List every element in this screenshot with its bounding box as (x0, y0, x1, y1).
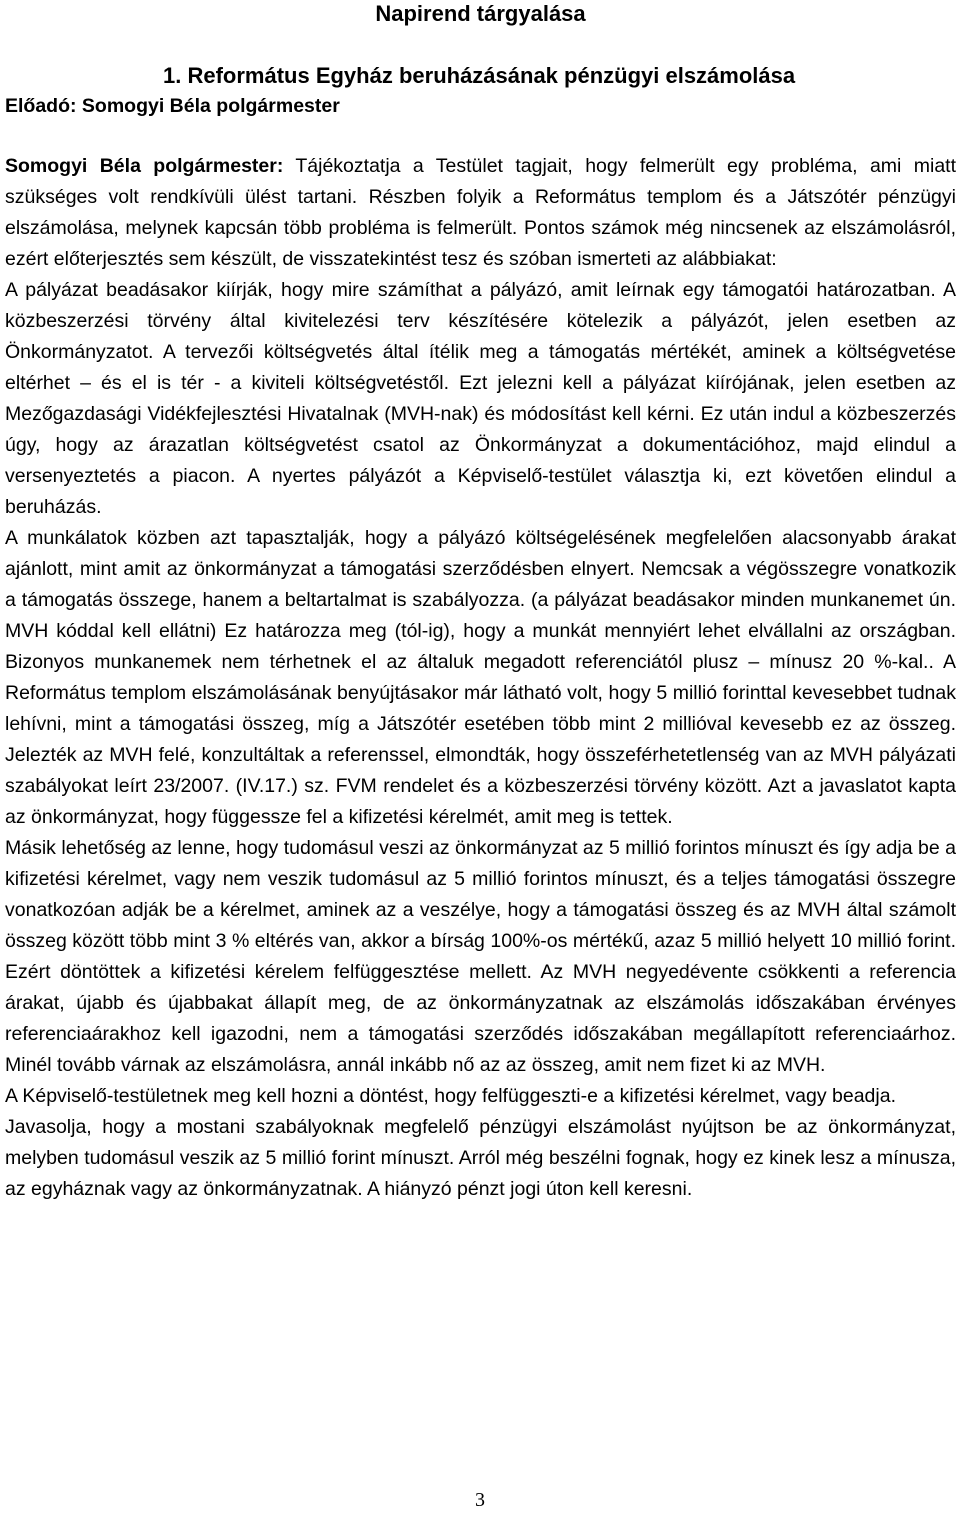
minutes-body (5, 151, 956, 1205)
paragraph-works-findings: A munkálatok közben azt tapasztalják, hogy a pályázó költségelésének megfelelően alacsonyabb árakat ajánlott, mint amit az önkormányzat a támogatási szerződésben elnyert. Nemcsak a végösszegre vonatkozik a támogatás összege, hanem a beltartalmat is szabályozza. (a pályázat beadásakor minden munkanemet ún. MVH kóddal kell ellátni) Ez határozza meg (tól-ig), hogy a munkát mennyiért lehet elvállalni az országban. Bizonyos munkanemek nem térhetnek el az általuk megadott referenciától plusz – mínusz 20 %-kal.. A Református templom elszámolásának benyújtásakor már látható volt, hogy 5 millió forinttal kevesebbet tudnak lehívni, mint a támogatási összeg, míg a Játszótér esetében több mint 2 millióval kevesebb ez az összeg. Jelezték az MVH felé, konzultáltak a referenssel, elmondták, hogy összeférhetetlenség van az MVH pályázati szabályokat leírt 23/2007. (IV.17.) sz. FVM rendelet és a közbeszerzési törvény között. Azt a javaslatot kapta az önkormányzat, hogy függessze fel a kifizetési kérelmét, amit meg is tettek. (5, 527, 956, 828)
page-heading: Napirend tárgyalása (375, 1, 586, 26)
speaker-name: Somogyi Béla polgármester: (5, 155, 284, 177)
agenda-item-title: 1. Református Egyház beruházásának pénzügyi elszámolása (163, 63, 796, 88)
paragraph-intro-text: Tájékoztatja a Testület tagjait, hogy felmerült egy probléma, ami miatt szükséges volt rendkívüli ülést tartani. Részben folyik a Református templom és a Játszótér pénzügyi elszámolása, melynek kapcsán több probléma is felmerült. Pontos számok még nincsenek az elszámolásról, ezért előterjesztés sem készült, de visszatekintést tesz és szóban ismerteti az alábbiakat: (5, 155, 957, 270)
document-page (5, 0, 956, 1205)
paragraph-other-option: Másik lehetőség az lenne, hogy tudomásul veszi az önkormányzat az 5 millió forintos mínuszt és így adja be a kifizetési kérelmet, vagy nem veszik tudomásul az 5 millió forintos mínuszt, és a teljes támogatási összegre vonatkozóan adják be a kérelmet, aminek az a veszélye, hogy a támogatási összeg és az MVH által számolt összeg között több mint 3 % eltérés van, akkor a bírság 100%-os mértékű, azaz 5 millió helyett 10 millió forint. Ezért döntöttek a kifizetési kérelem felfüggesztése mellett. Az MVH negyedévente csökkenti a referencia árakat, újabb és újabbakat állapít meg, de az önkormányzatnak az elszámolás időszakában érvényes referenciaárakhoz kell igazodni, nem a támogatási szerződés időszakában megállapított referenciaárhoz. Minél tovább várnak az elszámolásra, annál inkább nő az az összeg, amit nem fizet ki az MVH. (5, 837, 956, 1076)
paragraph-intro (5, 151, 956, 275)
page-number: 3 (475, 1489, 485, 1511)
paragraph-proposal: Javasolja, hogy a mostani szabályoknak megfelelő pénzügyi elszámolást nyújtson be az önkormányzat, melyben tudomásul veszik az 5 millió forint mínuszt. Arról még beszélni fognak, hogy ez kinek lesz a mínusza, az egyháznak vagy az önkormányzatnak. A hiányzó pénzt jogi úton kell keresni. (5, 1116, 956, 1200)
paragraph-application-process: A pályázat beadásakor kiírják, hogy mire számíthat a pályázó, amit leírnak egy támogatói határozatban. A közbeszerzési törvény által kivitelezési terv készítésére kötelezik a pályázót, jelen esetben az Önkormányzatot. A tervezői költségvetés által ítélik meg a támogatás mértékét, aminek a költségvetése eltérhet – és el is tér - a kiviteli költségvetéstől. Ezt jelezni kell a pályázat kiírójának, jelen esetben az Mezőgazdasági Vidékfejlesztési Hivatalnak (MVH-nak) és módosítást kell kérni. Ez után indul a közbeszerzés úgy, hogy az árazatlan költségvetést csatol az Önkormányzat a dokumentációhoz, majd elindul a versenyeztetés a piacon. A nyertes pályázót a Képviselő-testület választja ki, ezt követően elindul a beruházás. (5, 279, 956, 518)
paragraph-decision-needed: A Képviselő-testületnek meg kell hozni a döntést, hogy felfüggeszti-e a kifizetési kérelmet, vagy beadja. (5, 1085, 896, 1107)
presenter-line: Előadó: Somogyi Béla polgármester (5, 95, 340, 117)
